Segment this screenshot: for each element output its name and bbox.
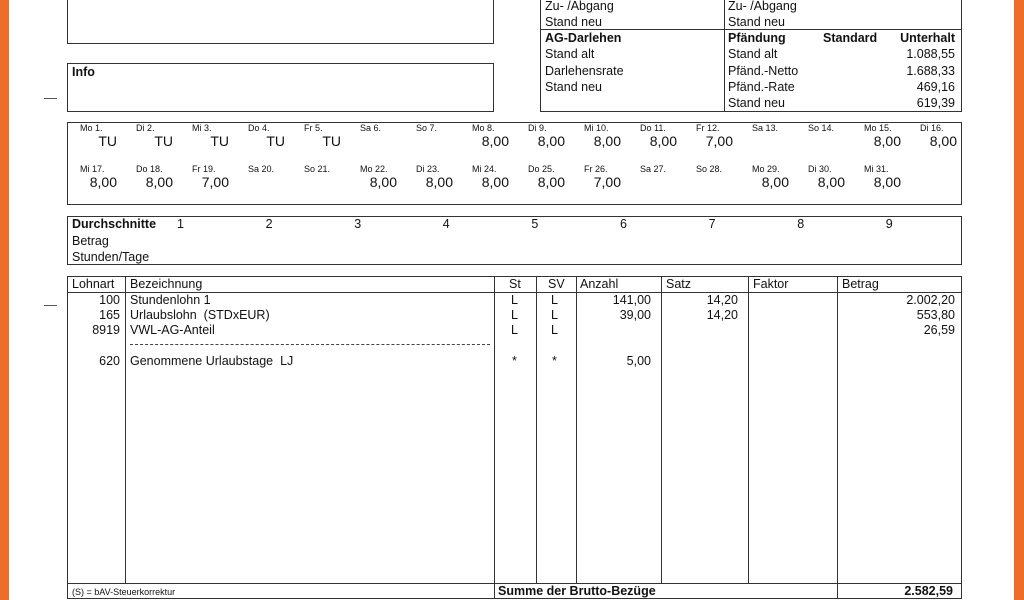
info-label: Info [72,65,95,79]
calendar-day-value: 8,00 [481,174,509,190]
footnote: (S) = bAV-Steuerkorrektur [72,587,176,597]
calendar-day-label: Di 30. [808,164,832,174]
ag-darlehensrate: Darlehensrate [545,64,624,78]
col-header-satz: Satz [666,277,692,291]
row-lohnart: 8919 [92,323,120,337]
calendar-day-label: Do 25. [528,164,555,174]
calendar-day-label: Sa 13. [752,123,779,133]
row-sv: * [552,354,557,368]
calendar-day-label: Do 18. [136,164,163,174]
calendar-day-label: So 7. [416,123,438,133]
row-betrag: 26,59 [923,323,955,337]
col-header-lohnart: Lohnart [72,277,115,291]
calendar-day-value: 8,00 [537,174,565,190]
right-orange-bar [1014,0,1024,600]
calendar-day-label: Fr 26. [584,164,608,174]
average-column-number: 2 [265,217,273,231]
row-anzahl: 5,00 [626,354,651,368]
calendar-day-value: TU [210,133,229,149]
calendar-day-label: So 28. [696,164,723,174]
calendar-day-label: Do 11. [640,123,666,133]
calendar-day-label: Fr 19. [192,164,216,174]
row-betrag: 553,80 [916,308,955,322]
calendar-box [67,122,962,205]
calendar-day-value: 8,00 [649,133,677,149]
calendar-day-value: TU [154,133,173,149]
average-column-number: 3 [354,217,362,231]
calendar-day-value: 8,00 [481,133,509,149]
pf-row-label: Stand neu [728,96,785,110]
pf-row-label: Stand alt [728,47,778,61]
calendar-day-label: Mo 15. [864,123,892,133]
average-column-number: 5 [531,217,539,231]
pf-zu-abgang: Zu- /Abgang [728,0,797,13]
calendar-day-label: Fr 5. [304,123,323,133]
calendar-day-label: Di 23. [416,164,440,174]
calendar-day-label: Di 16. [920,123,944,133]
calendar-day-label: Mi 3. [192,123,212,133]
averages-title: Durchschnitte [72,217,157,231]
pf-row-value: 1.688,33 [906,64,955,78]
row-sv: L [551,293,558,307]
ag-stand-neu-top: Stand neu [545,15,602,29]
row-st: L [511,308,518,322]
left-orange-bar [0,0,9,600]
sum-value: 2.582,59 [904,584,953,598]
pf-unterhalt: Unterhalt [900,31,955,45]
calendar-day-value: 8,00 [89,174,117,190]
calendar-day-label: Mi 17. [80,164,105,174]
calendar-day-label: Do 4. [248,123,270,133]
average-column-number: 4 [442,217,450,231]
row-sv: L [551,308,558,322]
sum-label: Summe der Brutto-Bezüge [498,584,656,598]
row-anzahl: 141,00 [612,293,651,307]
calendar-day-label: Mo 8. [472,123,495,133]
col-header-betrag: Betrag [842,277,879,291]
row-satz: 14,20 [706,308,738,322]
calendar-day-value: 8,00 [145,174,173,190]
row-satz: 14,20 [706,293,738,307]
averages-betrag: Betrag [72,234,109,248]
calendar-day-label: Mi 31. [864,164,889,174]
pf-row-value: 619,39 [916,96,955,110]
ag-darlehen-title: AG-Darlehen [545,31,622,45]
pf-row-label: Pfänd.-Netto [728,64,799,78]
averages-stunden: Stunden/Tage [72,250,150,264]
row-lohnart: 620 [99,354,120,368]
calendar-day-label: Sa 6. [360,123,382,133]
average-column-number: 7 [708,217,716,231]
calendar-day-value: 8,00 [817,174,845,190]
pf-row-label: Pfänd.-Rate [728,80,795,94]
calendar-day-label: Mo 22. [360,164,388,174]
calendar-day-value: 7,00 [593,174,621,190]
row-st: L [511,293,518,307]
calendar-day-label: Mi 10. [584,123,609,133]
margin-mark [44,305,57,306]
calendar-day-label: Mo 1. [80,123,103,133]
averages-box [67,216,962,265]
row-st: * [512,354,517,368]
calendar-day-label: Mo 29. [752,164,780,174]
info-box [67,63,494,112]
row-st: L [511,323,518,337]
calendar-day-value: 7,00 [705,133,733,149]
calendar-day-value: 8,00 [425,174,453,190]
margin-mark [44,98,57,99]
ag-zu-abgang: Zu- /Abgang [545,0,614,13]
calendar-day-value: 8,00 [929,133,957,149]
wage-table [67,276,962,599]
pf-title: Pfändung [728,31,786,45]
calendar-day-label: Di 2. [136,123,155,133]
row-bezeichnung: VWL-AG-Anteil [130,323,215,337]
calendar-day-label: So 21. [304,164,331,174]
calendar-day-value: TU [98,133,117,149]
calendar-day-label: Mi 24. [472,164,497,174]
row-bezeichnung: Genommene Urlaubstage LJ [130,354,294,368]
row-betrag: 2.002,20 [906,293,955,307]
average-column-number: 8 [797,217,805,231]
ag-stand-alt: Stand alt [545,47,595,61]
calendar-day-value: TU [322,133,341,149]
pf-stand-neu-top: Stand neu [728,15,785,29]
row-bezeichnung: Urlaubslohn (STDxEUR) [130,308,270,322]
calendar-day-label: Sa 20. [248,164,275,174]
col-header-bezeichnung: Bezeichnung [130,277,203,291]
ag-stand-neu: Stand neu [545,80,602,94]
calendar-day-value: 8,00 [761,174,789,190]
average-column-number: 6 [620,217,627,231]
col-header-st: St [509,277,521,291]
calendar-day-value: 8,00 [593,133,621,149]
calendar-day-value: 8,00 [873,174,901,190]
row-lohnart: 100 [99,293,120,307]
average-column-number: 9 [885,217,893,231]
deduction-box [540,0,962,112]
col-header-anzahl: Anzahl [580,277,619,291]
calendar-day-value: 7,00 [201,174,229,190]
pf-row-value: 1.088,55 [906,47,955,61]
row-sv: L [551,323,558,337]
col-header-faktor: Faktor [753,277,789,291]
calendar-day-label: Sa 27. [640,164,667,174]
calendar-day-label: Di 9. [528,123,547,133]
calendar-day-value: 8,00 [873,133,901,149]
row-anzahl: 39,00 [619,308,651,322]
average-column-number: 1 [177,217,184,231]
row-bezeichnung: Stundenlohn 1 [130,293,211,307]
pf-row-value: 469,16 [916,80,955,94]
row-lohnart: 165 [99,308,120,322]
pf-standard: Standard [823,31,878,45]
calendar-day-value: 8,00 [369,174,397,190]
calendar-day-value: 8,00 [537,133,565,149]
calendar-day-label: So 14. [808,123,835,133]
calendar-day-label: Fr 12. [696,123,720,133]
col-header-sv: SV [548,277,565,291]
separator-line [130,344,490,345]
address-box [67,0,494,44]
calendar-day-value: TU [266,133,285,149]
